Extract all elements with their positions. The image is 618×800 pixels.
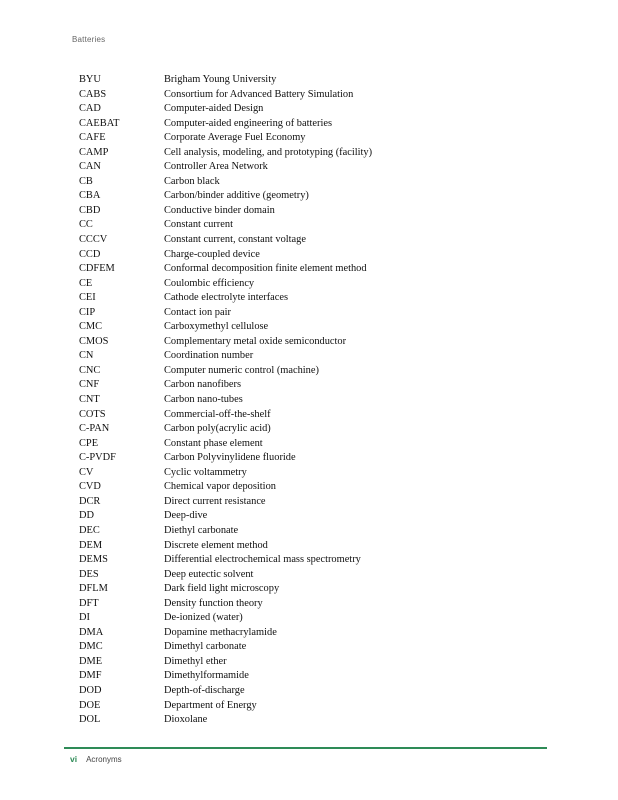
acronym-definition: Depth-of-discharge bbox=[164, 684, 245, 696]
acronym-row bbox=[79, 393, 549, 408]
acronym-definition: Computer-aided Design bbox=[164, 103, 264, 115]
acronym-row bbox=[79, 262, 549, 277]
acronym-abbreviation: CCD bbox=[79, 248, 101, 260]
acronym-definition: Discrete element method bbox=[164, 539, 268, 551]
acronym-abbreviation: DOL bbox=[79, 714, 101, 726]
acronym-row bbox=[79, 626, 549, 641]
acronym-definition: Charge-coupled device bbox=[164, 248, 260, 260]
acronym-abbreviation: CNF bbox=[79, 379, 100, 391]
acronym-definition: Brigham Young University bbox=[164, 74, 277, 85]
acronym-abbreviation: CV bbox=[79, 466, 94, 478]
acronym-definition: Commercial-off-the-shelf bbox=[164, 408, 271, 420]
acronym-row bbox=[79, 669, 549, 684]
acronym-definition: Coordination number bbox=[164, 350, 254, 362]
acronym-definition: Carbon Polyvinylidene fluoride bbox=[164, 452, 296, 464]
acronym-row bbox=[79, 160, 549, 175]
acronym-row bbox=[79, 408, 549, 423]
acronym-definition: Consortium for Advanced Battery Simulation bbox=[164, 88, 354, 100]
acronym-row bbox=[79, 611, 549, 626]
acronym-definition: Carbon nanofibers bbox=[164, 379, 242, 391]
acronym-abbreviation: CC bbox=[79, 219, 93, 231]
acronym-row bbox=[79, 524, 549, 539]
acronym-row bbox=[79, 335, 549, 350]
acronym-abbreviation: C-PAN bbox=[79, 423, 110, 435]
acronym-row bbox=[79, 364, 549, 379]
acronym-definition: Controller Area Network bbox=[164, 161, 268, 173]
acronym-abbreviation: DEMS bbox=[79, 554, 108, 566]
acronym-definition: Cathode electrolyte interfaces bbox=[164, 292, 289, 304]
acronym-row bbox=[79, 495, 549, 510]
acronym-definition: Constant current bbox=[164, 219, 233, 231]
acronym-row bbox=[79, 582, 549, 597]
acronym-abbreviation: CAFE bbox=[79, 132, 106, 144]
acronym-row bbox=[79, 509, 549, 524]
acronym-definition: Conductive binder domain bbox=[164, 204, 275, 216]
acronym-abbreviation: DFT bbox=[79, 597, 99, 609]
acronym-abbreviation: CDFEM bbox=[79, 263, 115, 275]
acronym-abbreviation: DD bbox=[79, 510, 95, 522]
acronym-definition: Dark field light microscopy bbox=[164, 583, 280, 595]
acronym-abbreviation: DOD bbox=[79, 684, 102, 696]
acronym-definition: Contact ion pair bbox=[164, 306, 231, 318]
acronym-abbreviation: DMF bbox=[79, 670, 102, 682]
acronym-abbreviation: DEM bbox=[79, 539, 103, 551]
acronym-abbreviation: CNT bbox=[79, 394, 100, 406]
acronym-row bbox=[79, 422, 549, 437]
acronym-row bbox=[79, 291, 549, 306]
acronym-definition: Differential electrochemical mass spectrometry bbox=[164, 554, 361, 566]
acronym-abbreviation: CBD bbox=[79, 204, 101, 216]
acronym-definition: Corporate Average Fuel Economy bbox=[164, 132, 306, 144]
acronym-row bbox=[79, 88, 549, 103]
acronym-definition: Carbon black bbox=[164, 175, 220, 187]
acronym-row bbox=[79, 189, 549, 204]
acronym-definition: Dioxolane bbox=[164, 714, 208, 726]
acronym-row bbox=[79, 539, 549, 554]
acronym-row bbox=[79, 640, 549, 655]
acronym-definition: Chemical vapor deposition bbox=[164, 481, 276, 493]
acronym-definition: De-ionized (water) bbox=[164, 612, 243, 624]
acronym-definition: Carbon poly(acrylic acid) bbox=[164, 423, 271, 435]
acronym-definition: Diethyl carbonate bbox=[164, 524, 239, 536]
acronym-abbreviation: COTS bbox=[79, 408, 106, 420]
acronym-definition: Cyclic voltammetry bbox=[164, 466, 247, 478]
acronym-definition: Dimethylformamide bbox=[164, 670, 249, 682]
acronym-row bbox=[79, 306, 549, 321]
acronym-abbreviation: CAMP bbox=[79, 146, 109, 158]
acronym-definition: Constant phase element bbox=[164, 437, 263, 449]
acronym-abbreviation: CEI bbox=[79, 292, 96, 304]
acronym-row bbox=[79, 248, 549, 263]
acronym-abbreviation: CB bbox=[79, 175, 93, 187]
acronym-definition: Deep-dive bbox=[164, 510, 208, 522]
acronym-row bbox=[79, 597, 549, 612]
acronym-row bbox=[79, 277, 549, 292]
acronym-row bbox=[79, 349, 549, 364]
acronym-definition: Dopamine methacrylamide bbox=[164, 626, 277, 638]
acronym-abbreviation: DOE bbox=[79, 699, 101, 711]
acronym-row bbox=[79, 218, 549, 233]
acronym-definition: Coulombic efficiency bbox=[164, 277, 255, 289]
acronym-definition: Cell analysis, modeling, and prototyping (facility) bbox=[164, 146, 373, 158]
acronym-abbreviation: CAEBAT bbox=[79, 117, 120, 129]
acronym-row bbox=[79, 233, 549, 248]
acronym-abbreviation: CAN bbox=[79, 161, 101, 173]
acronym-abbreviation: DCR bbox=[79, 495, 101, 507]
acronym-definition: Dimethyl ether bbox=[164, 655, 227, 667]
acronym-abbreviation: CBA bbox=[79, 190, 101, 202]
acronym-abbreviation: CMC bbox=[79, 321, 103, 333]
acronym-definition: Density function theory bbox=[164, 597, 263, 609]
acronym-abbreviation: DME bbox=[79, 655, 103, 667]
acronym-row bbox=[79, 437, 549, 452]
acronym-row bbox=[79, 655, 549, 670]
acronym-row bbox=[79, 466, 549, 481]
acronym-abbreviation: CNC bbox=[79, 364, 101, 376]
acronym-abbreviation: CAD bbox=[79, 103, 101, 115]
acronym-list bbox=[79, 73, 549, 728]
acronym-row bbox=[79, 480, 549, 495]
acronym-definition: Carbon/binder additive (geometry) bbox=[164, 190, 309, 202]
footer-section-label: Acronyms bbox=[86, 755, 122, 764]
acronym-row bbox=[79, 204, 549, 219]
acronym-row bbox=[79, 568, 549, 583]
acronym-definition: Constant current, constant voltage bbox=[164, 234, 306, 246]
acronym-abbreviation: DES bbox=[79, 568, 99, 580]
acronym-definition: Carbon nano-tubes bbox=[164, 394, 243, 406]
acronym-abbreviation: C-PVDF bbox=[79, 452, 116, 464]
acronym-row bbox=[79, 713, 549, 728]
page-footer bbox=[70, 754, 122, 764]
acronym-row bbox=[79, 102, 549, 117]
acronym-row bbox=[79, 175, 549, 190]
acronym-abbreviation: CCCV bbox=[79, 234, 108, 246]
acronym-row bbox=[79, 117, 549, 132]
acronym-definition: Computer numeric control (machine) bbox=[164, 364, 319, 376]
acronym-abbreviation: DEC bbox=[79, 524, 100, 536]
acronym-abbreviation: DMC bbox=[79, 641, 103, 653]
acronym-abbreviation: BYU bbox=[79, 74, 101, 85]
acronym-row bbox=[79, 451, 549, 466]
acronym-definition: Deep eutectic solvent bbox=[164, 568, 254, 580]
acronym-row bbox=[79, 73, 549, 88]
acronym-row bbox=[79, 699, 549, 714]
acronym-definition: Complementary metal oxide semiconductor bbox=[164, 335, 347, 347]
acronym-abbreviation: DI bbox=[79, 612, 90, 624]
acronym-row bbox=[79, 553, 549, 568]
acronym-row bbox=[79, 320, 549, 335]
acronym-abbreviation: CE bbox=[79, 277, 93, 289]
acronym-abbreviation: CMOS bbox=[79, 335, 109, 347]
acronym-abbreviation: CVD bbox=[79, 481, 101, 493]
footer-rule bbox=[64, 747, 547, 749]
page-number: vi bbox=[70, 754, 78, 764]
acronym-definition: Department of Energy bbox=[164, 699, 257, 711]
acronym-abbreviation: CN bbox=[79, 350, 94, 362]
acronym-definition: Computer-aided engineering of batteries bbox=[164, 117, 333, 129]
acronym-definition: Carboxymethyl cellulose bbox=[164, 321, 269, 333]
acronym-definition: Dimethyl carbonate bbox=[164, 641, 247, 653]
acronym-row bbox=[79, 146, 549, 161]
acronym-definition: Direct current resistance bbox=[164, 495, 266, 507]
acronym-row bbox=[79, 378, 549, 393]
acronym-abbreviation: CPE bbox=[79, 437, 99, 449]
acronym-definition: Conformal decomposition finite element method bbox=[164, 263, 367, 275]
acronym-row bbox=[79, 131, 549, 146]
acronym-abbreviation: CIP bbox=[79, 306, 96, 318]
acronym-abbreviation: DFLM bbox=[79, 583, 108, 595]
running-header: Batteries bbox=[72, 35, 106, 44]
acronym-row bbox=[79, 684, 549, 699]
acronym-abbreviation: DMA bbox=[79, 626, 104, 638]
acronym-abbreviation: CABS bbox=[79, 88, 107, 100]
